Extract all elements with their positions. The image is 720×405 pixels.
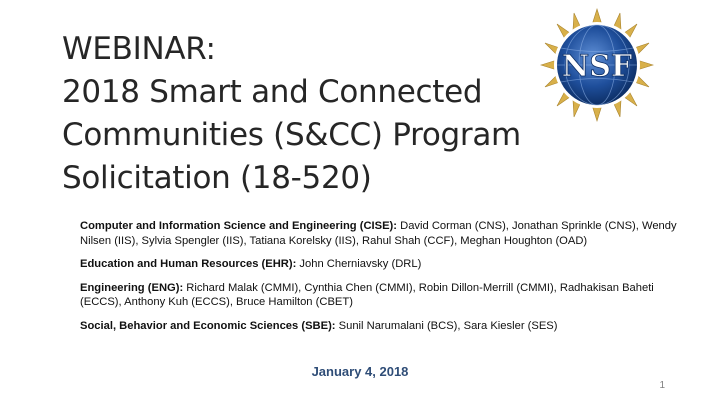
nsf-logo-svg: [538, 5, 656, 125]
directorate-name: Engineering (ENG):: [80, 281, 184, 294]
title-line-3: Communities (S&CC) Program: [62, 117, 521, 153]
logo-text: NSF: [561, 49, 633, 84]
webinar-date: January 4, 2018: [311, 364, 409, 379]
directorate-ehr: [80, 257, 680, 272]
directorate-name: Education and Human Resources (EHR):: [80, 258, 297, 271]
title-line-1: WEBINAR:: [62, 31, 216, 67]
directorate-cise: [80, 219, 680, 248]
directorate-name: Social, Behavior and Economic Sciences (SBE):: [80, 319, 336, 332]
directorate-people: Sunil Narumalani (BCS), Sara Kiesler (SES): [335, 319, 558, 332]
directorate-people: John Cherniavsky (DRL): [296, 258, 422, 271]
directorate-eng: [80, 281, 680, 310]
nsf-logo-icon: [538, 5, 656, 125]
slide-title: [62, 28, 582, 200]
directorate-sbe: [80, 319, 680, 334]
page-number: 1: [659, 380, 665, 391]
directorate-list: [80, 219, 680, 343]
directorate-people: David Corman (CNS), Jonathan Sprinkle (CNS), Wendy Nilsen (IIS), Sylvia Spengler (IIS), Tatiana Korelsky (IIS), Rahul Shah (CCF), Meghan Houghton (OAD): [80, 220, 677, 247]
title-line-2: 2018 Smart and Connected: [62, 74, 483, 110]
title-line-4: Solicitation (18-520): [62, 160, 372, 196]
directorate-people: Richard Malak (CMMI), Cynthia Chen (CMMI), Robin Dillon-Merrill (CMMI), Radhakisan Baheti (ECCS), Anthony Kuh (ECCS), Bruce Hamilton (CBET): [80, 281, 654, 309]
directorate-name: Computer and Information Science and Engineering (CISE):: [80, 220, 398, 232]
